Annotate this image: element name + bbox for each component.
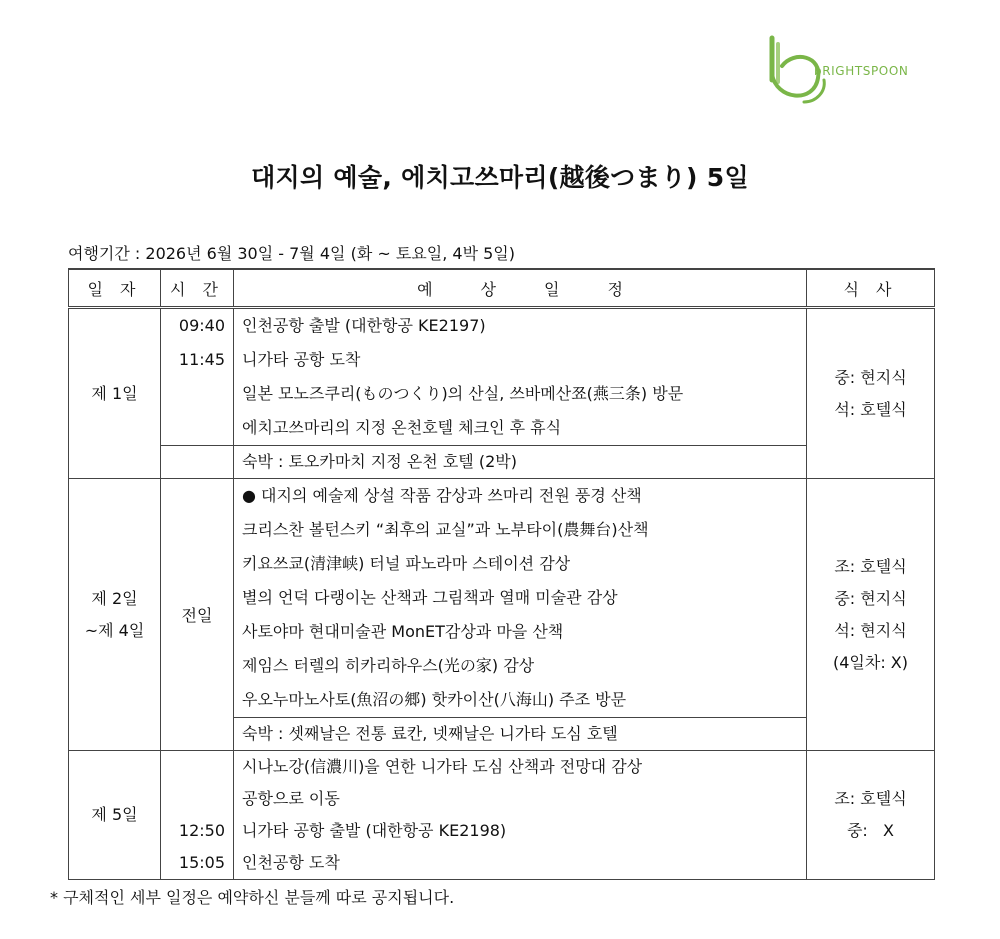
- time-cell-empty: [161, 446, 234, 479]
- plan-cell: [234, 308, 807, 446]
- header-meal: 식 사: [807, 269, 935, 308]
- plan-item: 크리스찬 볼턴스키 “최후의 교실”과 노부타이(農舞台)산책: [242, 520, 649, 539]
- meal-item: 중: 현지식: [834, 588, 907, 608]
- plan-item: 별의 언덕 다랭이논 산책과 그림책과 열매 미술관 감상: [242, 588, 618, 607]
- meal-item: (4일차: X): [832, 652, 908, 672]
- day-label: 제 5일: [69, 751, 161, 880]
- page-title: 대지의 예술, 에치고쓰마리(越後つまり) 5일: [251, 163, 749, 192]
- plan-item: 시나노강(信濃川)을 연한 니가타 도심 산책과 전망대 감상: [242, 757, 643, 776]
- travel-period: 여행기간 : 2026년 6월 30일 - 7월 4일 (화 ~ 토요일, 4박 5일): [68, 244, 515, 263]
- time-cell: [161, 308, 234, 446]
- day-label-end: ~제 4일: [84, 620, 145, 640]
- plan-item: 에치고쓰마리의 지정 온천호텔 체크인 후 휴식: [242, 418, 562, 437]
- time-value: [161, 751, 225, 783]
- time-value: 09:40: [178, 316, 225, 335]
- meal-item: 중: X: [846, 821, 895, 840]
- itinerary-table: [68, 268, 935, 880]
- plan-item: ● 대지의 예술제 상설 작품 감상과 쓰마리 전원 풍경 산책: [242, 486, 642, 505]
- meal-item: 중: 현지식: [834, 367, 907, 387]
- plan-item: 우오누마노사토(魚沼の郷) 핫카이산(八海山) 주조 방문: [242, 690, 627, 709]
- time-cell: [161, 751, 234, 880]
- header-plan: [234, 269, 807, 308]
- table-header-row: [69, 269, 935, 308]
- plan-cell: [234, 751, 807, 880]
- time-value: 전일: [161, 479, 234, 751]
- plan-item: 니가타 공항 도착: [242, 350, 361, 369]
- meal-item: 조: 호텔식: [834, 789, 907, 808]
- table-row: [69, 479, 935, 718]
- header-plan-char: 예: [417, 279, 433, 299]
- plan-item: 인천공항 도착: [242, 853, 340, 872]
- brand-name: bRIGHTSPOON: [814, 64, 909, 78]
- time-value: 15:05: [178, 853, 225, 872]
- meal-cell: [807, 479, 935, 751]
- header-plan-char: 정: [607, 279, 623, 299]
- plan-item: 니가타 공항 출발 (대한항공 KE2198): [242, 821, 507, 840]
- day-label: 제 1일: [69, 308, 161, 479]
- plan-cell: [234, 479, 807, 718]
- meal-item: 석: 호텔식: [834, 399, 907, 419]
- plan-item: 공항으로 이동: [242, 789, 340, 808]
- stay-info: 숙박 : 토오카마치 지정 온천 호텔 (2박): [234, 446, 807, 479]
- meal-cell: [807, 308, 935, 479]
- table-row: [69, 308, 935, 446]
- time-value: [161, 783, 225, 815]
- plan-item: 일본 모노즈쿠리(ものつくり)의 산실, 쓰바메산쬬(燕三条) 방문: [242, 384, 684, 403]
- day-label-start: 제 2일: [91, 588, 138, 608]
- plan-item: 사토야마 현대미술관 MonET감상과 마을 산책: [242, 622, 564, 641]
- meal-item: 석: 현지식: [834, 620, 907, 640]
- plan-item: 키요쓰쿄(清津峡) 터널 파노라마 스테이션 감상: [242, 554, 571, 573]
- meal-cell: [807, 751, 935, 880]
- header-plan-char: 일: [544, 279, 560, 299]
- table-row: [69, 751, 935, 880]
- header-plan-char: 상: [480, 279, 496, 299]
- header-time: 시 간: [161, 269, 234, 308]
- time-value: 11:45: [178, 350, 225, 369]
- meal-item: 조: 호텔식: [834, 556, 907, 576]
- footnote: * 구체적인 세부 일정은 예약하신 분들께 따로 공지됩니다.: [50, 888, 455, 907]
- plan-item: 인천공항 출발 (대한항공 KE2197): [242, 316, 486, 335]
- day-label: [69, 479, 161, 751]
- header-day: 일 자: [69, 269, 161, 308]
- table-row: [69, 446, 935, 479]
- time-value: 12:50: [178, 821, 225, 840]
- plan-item: 제임스 터렐의 히카리하우스(光の家) 감상: [242, 656, 535, 675]
- stay-info: 숙박 : 셋째날은 전통 료칸, 넷째날은 니가타 도심 호텔: [234, 718, 807, 751]
